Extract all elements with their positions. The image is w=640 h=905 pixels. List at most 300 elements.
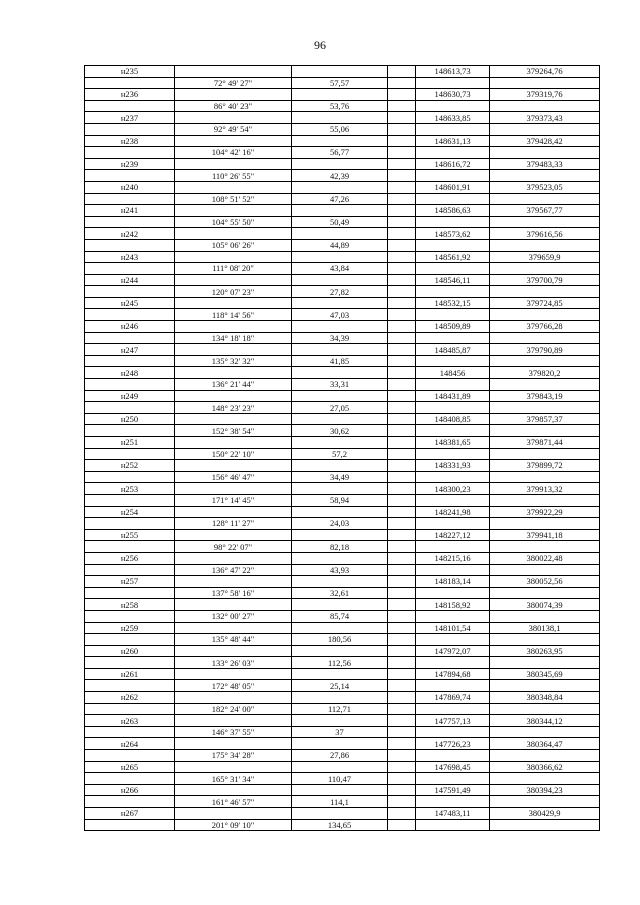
point-name: н235 (85, 66, 175, 78)
length-cell (292, 529, 388, 541)
segment-row (85, 263, 600, 275)
point-row (85, 761, 600, 773)
coord-x (416, 332, 490, 344)
length-cell (292, 506, 388, 518)
segment-row (85, 564, 600, 576)
direction-angle: 171° 14' 45" (175, 494, 292, 506)
coord-y (490, 216, 600, 228)
angle-cell (175, 413, 292, 425)
direction-angle: 148° 23' 23" (175, 402, 292, 414)
point-name: н259 (85, 622, 175, 634)
segment-length: 27,86 (292, 750, 388, 762)
direction-angle: 146° 37' 55" (175, 726, 292, 738)
coord-y (490, 379, 600, 391)
length-cell (292, 808, 388, 820)
spacer-cell (388, 170, 416, 182)
coord-y (490, 471, 600, 483)
coord-y (490, 309, 600, 321)
direction-angle: 104° 42' 16" (175, 147, 292, 159)
coord-y (490, 518, 600, 530)
point-name: н238 (85, 135, 175, 147)
direction-angle: 128° 11' 27" (175, 518, 292, 530)
direction-angle: 135° 48' 44" (175, 634, 292, 646)
segment-row (85, 402, 600, 414)
length-cell (292, 251, 388, 263)
point-name (85, 379, 175, 391)
length-cell (292, 715, 388, 727)
point-name: н248 (85, 367, 175, 379)
direction-angle: 137° 58' 16" (175, 587, 292, 599)
coord-x: 148381,65 (416, 437, 490, 449)
segment-length: 114,1 (292, 796, 388, 808)
coord-y (490, 819, 600, 831)
angle-cell (175, 112, 292, 124)
spacer-cell (388, 390, 416, 402)
spacer-cell (388, 77, 416, 89)
coord-y: 379871,44 (490, 437, 600, 449)
spacer-cell (388, 610, 416, 622)
spacer-cell (388, 112, 416, 124)
spacer-cell (388, 576, 416, 588)
point-name: н241 (85, 205, 175, 217)
coord-x (416, 773, 490, 785)
coord-y: 379567,77 (490, 205, 600, 217)
coord-y: 379843,19 (490, 390, 600, 402)
point-row (85, 738, 600, 750)
direction-angle: 165° 31' 34" (175, 773, 292, 785)
point-name (85, 703, 175, 715)
segment-row (85, 425, 600, 437)
segment-row (85, 239, 600, 251)
angle-cell (175, 599, 292, 611)
spacer-cell (388, 297, 416, 309)
point-name: н264 (85, 738, 175, 750)
angle-cell (175, 668, 292, 680)
spacer-cell (388, 228, 416, 240)
coord-y: 380022,48 (490, 552, 600, 564)
coord-y (490, 355, 600, 367)
coord-x: 148633,85 (416, 112, 490, 124)
point-name: н247 (85, 344, 175, 356)
coord-x: 148509,89 (416, 321, 490, 333)
segment-length: 57,2 (292, 448, 388, 460)
coord-x: 148616,72 (416, 158, 490, 170)
coord-y: 379428,42 (490, 135, 600, 147)
length-cell (292, 576, 388, 588)
point-row (85, 367, 600, 379)
coord-x: 147972,07 (416, 645, 490, 657)
segment-length: 25,14 (292, 680, 388, 692)
point-name: н266 (85, 784, 175, 796)
point-name (85, 77, 175, 89)
segment-length: 57,57 (292, 77, 388, 89)
point-name (85, 494, 175, 506)
coord-y (490, 170, 600, 182)
spacer-cell (388, 541, 416, 553)
coord-x: 147698,45 (416, 761, 490, 773)
point-row (85, 344, 600, 356)
direction-angle: 98° 22' 07" (175, 541, 292, 553)
spacer-cell (388, 309, 416, 321)
point-name (85, 239, 175, 251)
segment-row (85, 77, 600, 89)
point-row (85, 251, 600, 263)
coord-x (416, 680, 490, 692)
coord-y: 379724,85 (490, 297, 600, 309)
segment-row (85, 541, 600, 553)
angle-cell (175, 251, 292, 263)
spacer-cell (388, 402, 416, 414)
segment-row (85, 355, 600, 367)
segment-length: 85,74 (292, 610, 388, 622)
coord-x: 148408,85 (416, 413, 490, 425)
point-row (85, 483, 600, 495)
segment-row (85, 703, 600, 715)
coord-y (490, 680, 600, 692)
spacer-cell (388, 286, 416, 298)
coord-y: 379941,18 (490, 529, 600, 541)
point-name (85, 518, 175, 530)
coord-x: 147591,49 (416, 784, 490, 796)
coord-y (490, 610, 600, 622)
point-name (85, 355, 175, 367)
coord-x: 148456 (416, 367, 490, 379)
coord-x (416, 518, 490, 530)
coord-x (416, 123, 490, 135)
point-name (85, 170, 175, 182)
point-name: н260 (85, 645, 175, 657)
direction-angle: 134° 18' 18" (175, 332, 292, 344)
direction-angle: 92° 49' 54" (175, 123, 292, 135)
coord-y: 379922,29 (490, 506, 600, 518)
segment-length: 53,76 (292, 100, 388, 112)
segment-row (85, 471, 600, 483)
coord-y (490, 147, 600, 159)
coord-y: 379373,43 (490, 112, 600, 124)
angle-cell (175, 738, 292, 750)
angle-cell (175, 576, 292, 588)
spacer-cell (388, 205, 416, 217)
segment-length: 112,71 (292, 703, 388, 715)
direction-angle: 120° 07' 23" (175, 286, 292, 298)
point-name (85, 726, 175, 738)
coord-x (416, 402, 490, 414)
spacer-cell (388, 761, 416, 773)
spacer-cell (388, 796, 416, 808)
spacer-cell (388, 379, 416, 391)
point-name: н251 (85, 437, 175, 449)
angle-cell (175, 715, 292, 727)
point-row (85, 205, 600, 217)
coord-y: 379820,2 (490, 367, 600, 379)
coord-y: 379899,72 (490, 460, 600, 472)
angle-cell (175, 321, 292, 333)
point-row (85, 715, 600, 727)
segment-row (85, 216, 600, 228)
spacer-cell (388, 552, 416, 564)
coord-y: 380263,95 (490, 645, 600, 657)
length-cell (292, 135, 388, 147)
direction-angle: 110° 26' 55" (175, 170, 292, 182)
spacer-cell (388, 483, 416, 495)
spacer-cell (388, 89, 416, 101)
length-cell (292, 552, 388, 564)
segment-length: 43,84 (292, 263, 388, 275)
angle-cell (175, 181, 292, 193)
spacer-cell (388, 750, 416, 762)
spacer-cell (388, 808, 416, 820)
length-cell (292, 784, 388, 796)
coord-y: 380138,1 (490, 622, 600, 634)
coord-x (416, 471, 490, 483)
length-cell (292, 437, 388, 449)
coord-x (416, 100, 490, 112)
point-name: н262 (85, 692, 175, 704)
point-row (85, 552, 600, 564)
coord-x: 148573,62 (416, 228, 490, 240)
length-cell (292, 367, 388, 379)
spacer-cell (388, 564, 416, 576)
segment-length: 27,05 (292, 402, 388, 414)
coord-y (490, 402, 600, 414)
spacer-cell (388, 321, 416, 333)
point-name (85, 750, 175, 762)
coord-x (416, 587, 490, 599)
coord-x: 147894,68 (416, 668, 490, 680)
spacer-cell (388, 471, 416, 483)
direction-angle: 136° 47' 22" (175, 564, 292, 576)
coord-y (490, 448, 600, 460)
segment-row (85, 147, 600, 159)
point-name: н243 (85, 251, 175, 263)
coord-y: 380394,23 (490, 784, 600, 796)
length-cell (292, 390, 388, 402)
segment-length: 134,65 (292, 819, 388, 831)
angle-cell (175, 135, 292, 147)
segment-row (85, 332, 600, 344)
point-name (85, 587, 175, 599)
coord-x: 148331,93 (416, 460, 490, 472)
spacer-cell (388, 66, 416, 78)
coord-y: 379857,37 (490, 413, 600, 425)
segment-row (85, 657, 600, 669)
segment-length: 33,31 (292, 379, 388, 391)
coord-x (416, 564, 490, 576)
coord-y (490, 726, 600, 738)
segment-length: 56,77 (292, 147, 388, 159)
coord-y (490, 193, 600, 205)
coord-x (416, 379, 490, 391)
spacer-cell (388, 263, 416, 275)
point-name: н257 (85, 576, 175, 588)
point-name (85, 332, 175, 344)
coord-x (416, 750, 490, 762)
coord-x (416, 494, 490, 506)
point-name (85, 657, 175, 669)
segment-length: 110,47 (292, 773, 388, 785)
length-cell (292, 460, 388, 472)
point-name (85, 471, 175, 483)
segment-length: 50,49 (292, 216, 388, 228)
length-cell (292, 112, 388, 124)
point-name: н240 (85, 181, 175, 193)
coord-y (490, 587, 600, 599)
coord-x: 147483,11 (416, 808, 490, 820)
point-name: н237 (85, 112, 175, 124)
coord-x: 148631,13 (416, 135, 490, 147)
coord-y (490, 239, 600, 251)
point-row (85, 66, 600, 78)
spacer-cell (388, 506, 416, 518)
spacer-cell (388, 135, 416, 147)
coord-y: 379766,28 (490, 321, 600, 333)
coord-y: 379659,9 (490, 251, 600, 263)
point-row (85, 645, 600, 657)
angle-cell (175, 228, 292, 240)
point-name (85, 263, 175, 275)
point-name (85, 123, 175, 135)
spacer-cell (388, 784, 416, 796)
point-name: н239 (85, 158, 175, 170)
spacer-cell (388, 437, 416, 449)
coord-y (490, 564, 600, 576)
segment-row (85, 100, 600, 112)
coord-x: 148485,87 (416, 344, 490, 356)
coord-y (490, 77, 600, 89)
segment-row (85, 309, 600, 321)
angle-cell (175, 158, 292, 170)
point-name: н267 (85, 808, 175, 820)
coord-y: 379616,56 (490, 228, 600, 240)
point-name: н252 (85, 460, 175, 472)
point-name: н242 (85, 228, 175, 240)
point-name: н256 (85, 552, 175, 564)
spacer-cell (388, 251, 416, 263)
point-name (85, 100, 175, 112)
length-cell (292, 228, 388, 240)
spacer-cell (388, 657, 416, 669)
spacer-cell (388, 239, 416, 251)
spacer-cell (388, 599, 416, 611)
coord-x (416, 193, 490, 205)
direction-angle: 182° 24' 00" (175, 703, 292, 715)
spacer-cell (388, 692, 416, 704)
spacer-cell (388, 680, 416, 692)
direction-angle: 118° 14' 56" (175, 309, 292, 321)
point-row (85, 158, 600, 170)
segment-length: 47,03 (292, 309, 388, 321)
point-name (85, 286, 175, 298)
point-row (85, 808, 600, 820)
direction-angle: 150° 22' 10" (175, 448, 292, 460)
segment-length: 43,93 (292, 564, 388, 576)
point-name (85, 796, 175, 808)
segment-length: 32,61 (292, 587, 388, 599)
coord-y: 380364,47 (490, 738, 600, 750)
spacer-cell (388, 726, 416, 738)
point-name (85, 216, 175, 228)
point-name: н255 (85, 529, 175, 541)
coord-x (416, 657, 490, 669)
coord-y (490, 541, 600, 553)
coord-x (416, 77, 490, 89)
length-cell (292, 344, 388, 356)
coord-y: 379790,89 (490, 344, 600, 356)
coord-x (416, 448, 490, 460)
spacer-cell (388, 332, 416, 344)
angle-cell (175, 89, 292, 101)
coord-y (490, 332, 600, 344)
point-name: н236 (85, 89, 175, 101)
direction-angle: 132° 00' 27" (175, 610, 292, 622)
length-cell (292, 738, 388, 750)
segment-length: 82,18 (292, 541, 388, 553)
coord-x: 148227,12 (416, 529, 490, 541)
point-row (85, 135, 600, 147)
segment-length: 24,03 (292, 518, 388, 530)
angle-cell (175, 622, 292, 634)
point-name (85, 773, 175, 785)
segment-length: 34,49 (292, 471, 388, 483)
point-name (85, 193, 175, 205)
point-name: н245 (85, 297, 175, 309)
angle-cell (175, 274, 292, 286)
coord-y: 380345,69 (490, 668, 600, 680)
segment-row (85, 518, 600, 530)
angle-cell (175, 390, 292, 402)
length-cell (292, 599, 388, 611)
coord-y: 379700,79 (490, 274, 600, 286)
direction-angle: 133° 26' 03" (175, 657, 292, 669)
coord-x (416, 309, 490, 321)
coord-y: 380366,62 (490, 761, 600, 773)
spacer-cell (388, 634, 416, 646)
point-row (85, 181, 600, 193)
length-cell (292, 66, 388, 78)
coord-y (490, 100, 600, 112)
angle-cell (175, 66, 292, 78)
angle-cell (175, 529, 292, 541)
segment-length: 112,56 (292, 657, 388, 669)
direction-angle: 136° 21' 44" (175, 379, 292, 391)
coord-y: 380052,56 (490, 576, 600, 588)
coord-y: 379913,32 (490, 483, 600, 495)
angle-cell (175, 552, 292, 564)
length-cell (292, 297, 388, 309)
spacer-cell (388, 703, 416, 715)
spacer-cell (388, 193, 416, 205)
coord-y (490, 703, 600, 715)
coord-x (416, 239, 490, 251)
coord-y (490, 796, 600, 808)
coord-y: 379264,76 (490, 66, 600, 78)
coord-y: 379523,05 (490, 181, 600, 193)
page-number: 96 (314, 38, 326, 52)
length-cell (292, 668, 388, 680)
point-row (85, 460, 600, 472)
point-row (85, 274, 600, 286)
angle-cell (175, 506, 292, 518)
length-cell (292, 274, 388, 286)
coord-y (490, 425, 600, 437)
coord-x (416, 263, 490, 275)
direction-angle: 135° 32' 32" (175, 355, 292, 367)
coord-x (416, 355, 490, 367)
length-cell (292, 692, 388, 704)
direction-angle: 104° 55' 50" (175, 216, 292, 228)
spacer-cell (388, 494, 416, 506)
length-cell (292, 761, 388, 773)
